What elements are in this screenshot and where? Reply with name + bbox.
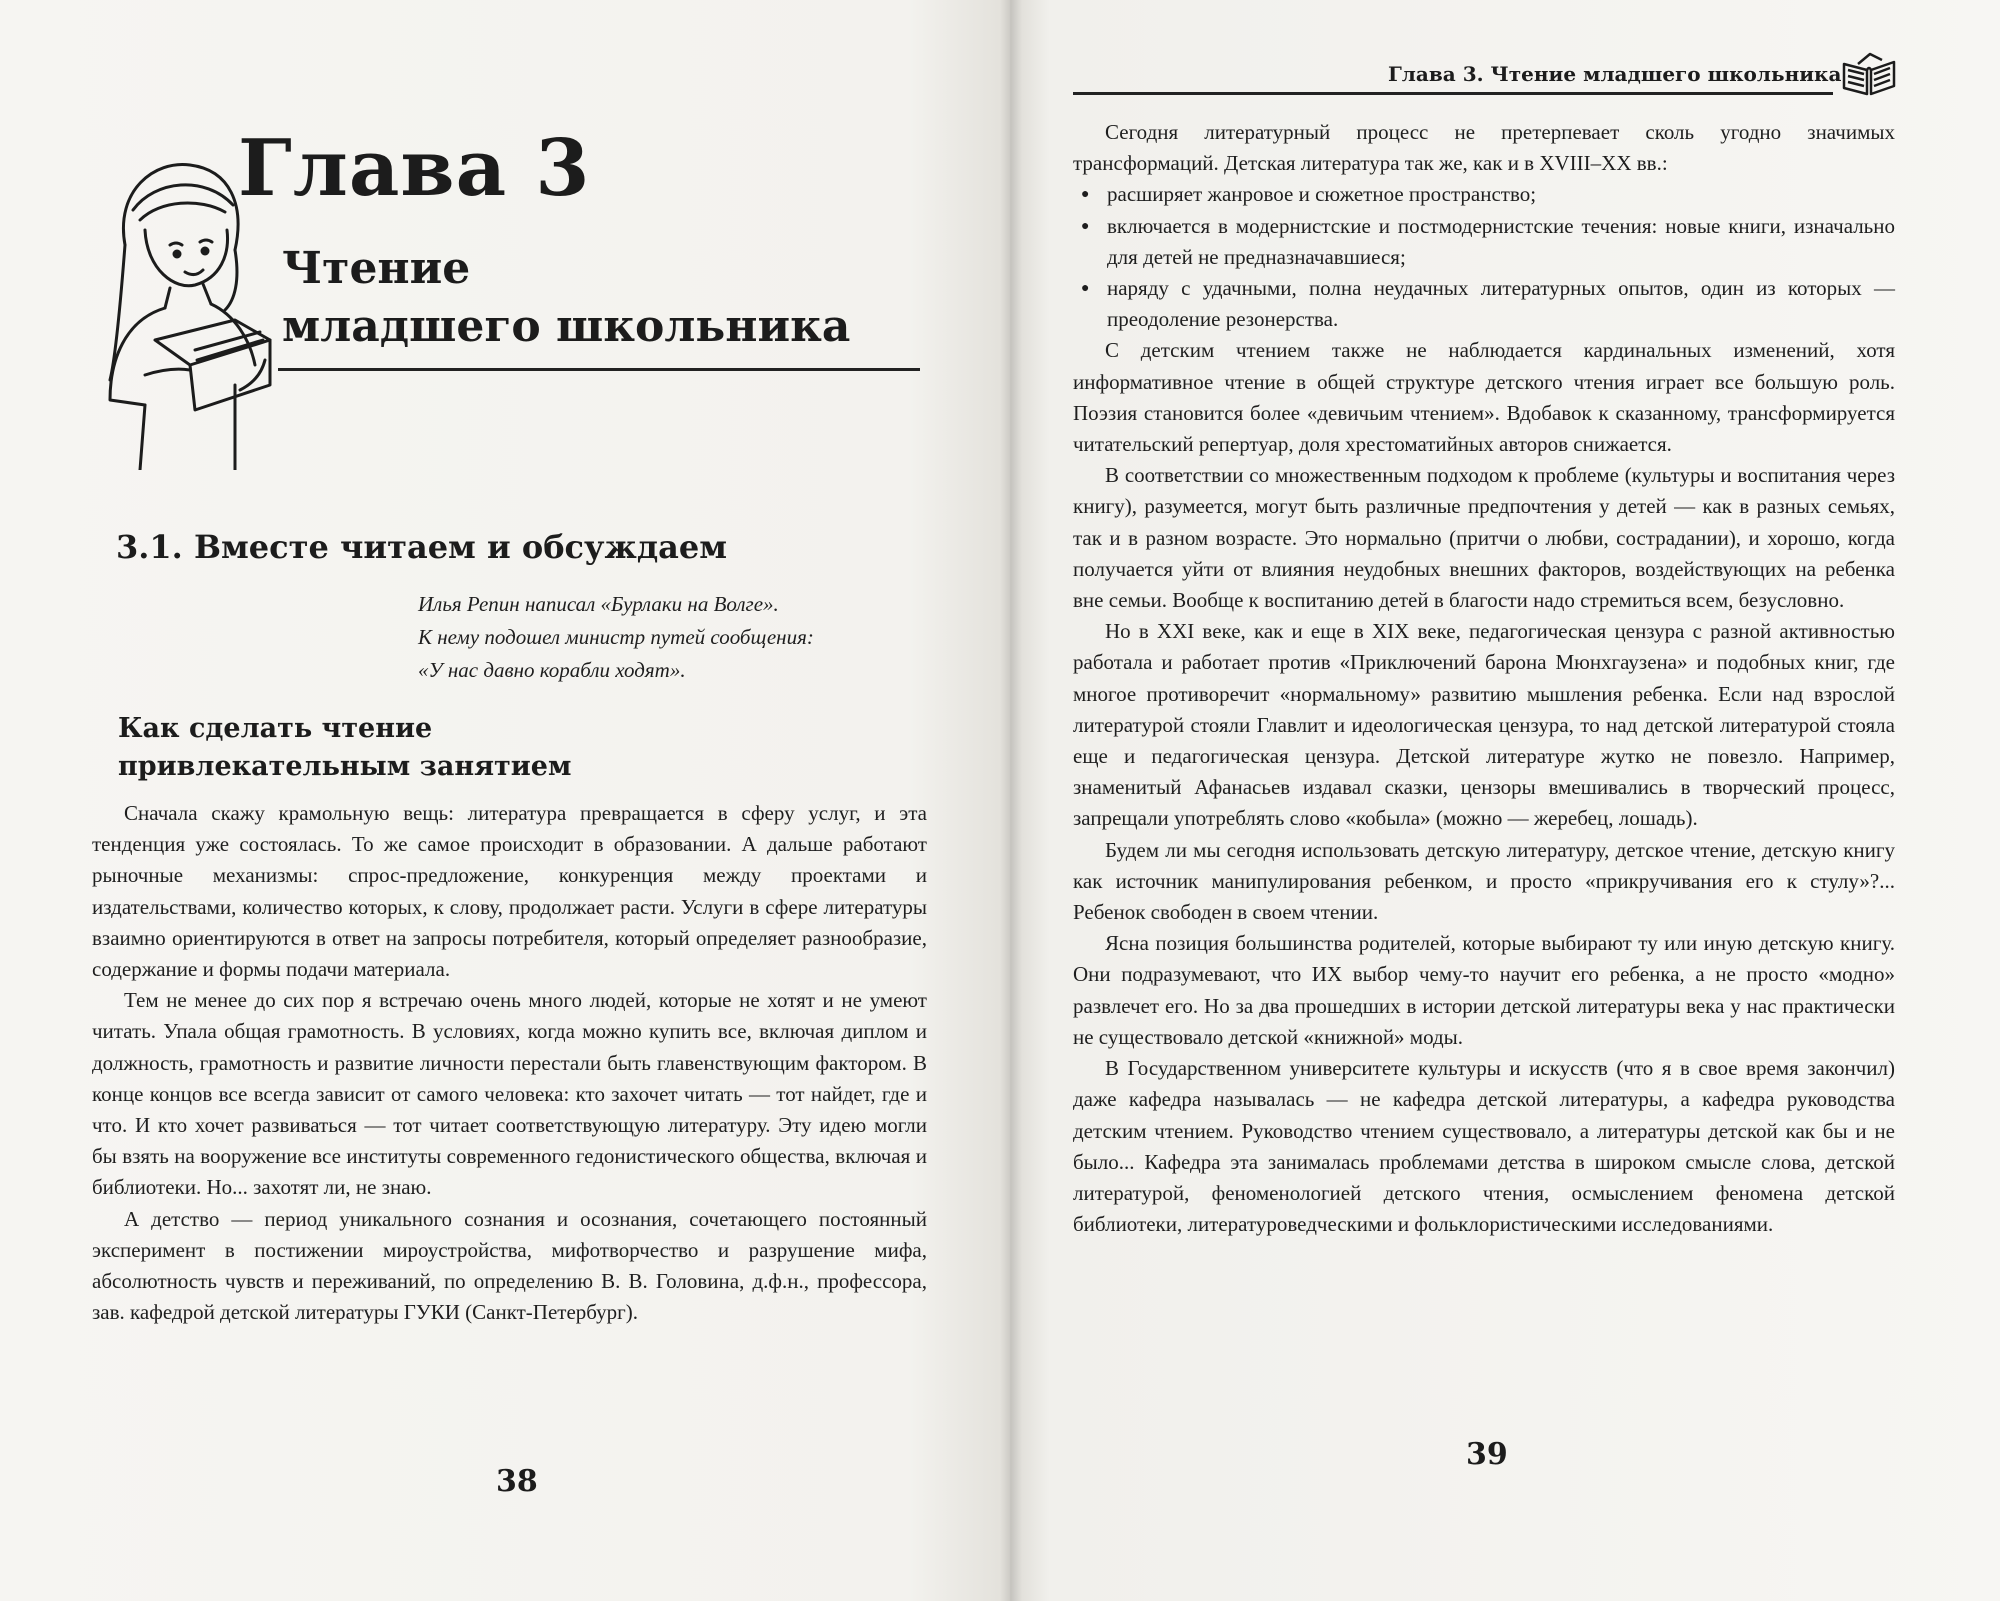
paragraph: Ясна позиция большинства родителей, которые выбирают ту или иную детскую книгу. Они подразумевают, что ИХ выбор чему-то научит его ребенка, а не просто «модно» развлечет его. Но за два прошедших в истории детской литературы века у нас практически не существовало детской «книжной» моды. [1073,931,1895,1049]
page-number-right: 39 [1466,1437,1508,1472]
list-item: ● включается в модернистские и постмодернистские течения: новые книги, изначально для детей не предназначавшиеся; [1107,211,1895,273]
subsection-heading-line: Как сделать чтение [118,713,433,744]
bullet-list [1073,179,1895,335]
paragraph: С детским чтением также не наблюдается кардинальных изменений, хотя информативное чтение в общей структуре детского чтения играет все большую роль. Поэзия становится более «девичьим чтением». Вдобавок к сказанному, трансформируется читательский репертуар, доля хрестоматийных авторов снижается. [1073,338,1895,457]
paragraph: В соответствии со множественным подходом к проблеме (культуры и воспитания через книгу), разумеется, могут быть различные предпочтения у детей — как в разных семьях, так и в разном возрасте. Это нормально (притчи о любви, сострадании), и хорошо, когда получается уйти от влияния неудобных внешних факторов, воздействующих на ребенка вне семьи. Вообще к воспитанию детей в благости надо стремиться всем, безусловно. [1073,463,1895,613]
section-heading: 3.1. Вместе читаем и обсуждаем [116,528,728,566]
subsection-heading-line: привлекательным занятием [118,751,572,782]
header-divider [1073,92,1833,95]
subsection-heading [118,710,571,786]
chapter-title-line: младшего школьника [282,301,851,352]
paragraph: Но в XXI веке, как и еще в XIX веке, педагогическая цензура с разной активностью работала и работает против «Приключений барона Мюнхгаузена» и подобных книг, где многое противоречит «нормальному» развитию мышления ребенка. Если над взрослой литературой стояли Главлит и идеологическая цензура, то над детской литературой стояла еще и педагогическая цензура. Детской литературе жутко не повезло. Например, знаменитый Афанасьев издавал сказки, цензоры вмешивались в творческий процесс, запрещали употреблять слово «кобыла» (можно — жеребец, лошадь). [1073,619,1895,831]
epigraph-line: Илья Репин написал «Бурлаки на Волге». [418,592,779,616]
chapter-title-line: Чтение [282,243,471,294]
list-item: ● наряду с удачными, полна неудачных литературных опытов, один из которых — преодоление резонерства. [1107,273,1895,335]
title-divider [278,368,920,371]
paragraph: В Государственном университете культуры и искусств (что я в свое время закончил) даже кафедра называлась — не кафедра детской литературы, а кафедра руководства детским чтением. Руководство чтением существовало, а литературы детской как бы и не было... Кафедра эта занималась проблемами детства в широком смысле слова, детской литературой, феноменологией детского чтения, осмыслением феномена детской библиотеки, литературоведческими и фольклористическими исследованиями. [1073,1056,1895,1237]
chapter-number: Глава 3 [238,123,591,214]
open-book-icon [1840,50,1898,98]
right-body-text [1073,117,1895,1240]
paragraph: Тем не менее до сих пор я встречаю очень много людей, которые не хотят и не умеют читать. Упала общая грамотность. В условиях, когда можно купить все, включая диплом и должность, грамотность и развитие личности перестали быть главенствующим фактором. В конце концов все всегда зависит от самого человека: кто захочет читать — тот найдет, где и что. И кто хочет развиваться — тот читает соответствующую литературу. Эту идею могли бы взять на вооружение все институты современного гедонистического общества, включая и библиотеки. Но... захотят ли, не знаю. [92,988,927,1200]
epigraph-line: К нему подошел министр путей сообщения: [418,625,814,649]
epigraph [418,588,938,687]
running-header: Глава 3. Чтение младшего школьника [1388,62,1842,86]
paragraph: Сегодня литературный процесс не претерпевает сколь угодно значимых трансформаций. Детская литература так же, как и в XVIII–XX вв.: [1073,120,1895,176]
left-body-text [92,798,927,1328]
paragraph: Сначала скажу крамольную вещь: литература превращается в сферу услуг, и эта тенденция уже состоялась. То же самое происходит в образовании. А дальше работают рыночные механизмы: спрос-предложение, конкуренция между проектами и издательствами, количество которых, к слову, продолжает расти. Услуги в сфере литературы взаимно ориентируются в ответ на запросы потребителя, который определяет разнообразие, содержание и формы подачи материала. [92,801,927,982]
epigraph-line: «У нас давно корабли ходят». [418,658,686,682]
paragraph: А детство — период уникального сознания и осознания, сочетающего постоянный эксперимент в постижении мироустройства, мифотворчество и разрушение мифа, абсолютность чувств и переживаний, по определению В. В. Головина, д.ф.н., профессора, зав. кафедрой детской литературы ГУКИ (Санкт-Петербург). [92,1206,927,1325]
page-number-left: 38 [496,1464,538,1499]
paragraph: Будем ли мы сегодня использовать детскую литературу, детское чтение, детскую книгу как источник манипулирования ребенком, и просто «прикручивания его к стулу»?... Ребенок свободен в своем чтении. [1073,837,1895,925]
list-item: ● расширяет жанровое и сюжетное пространство; [1107,179,1895,210]
chapter-title [282,240,850,356]
book-gutter [1000,0,1022,1601]
